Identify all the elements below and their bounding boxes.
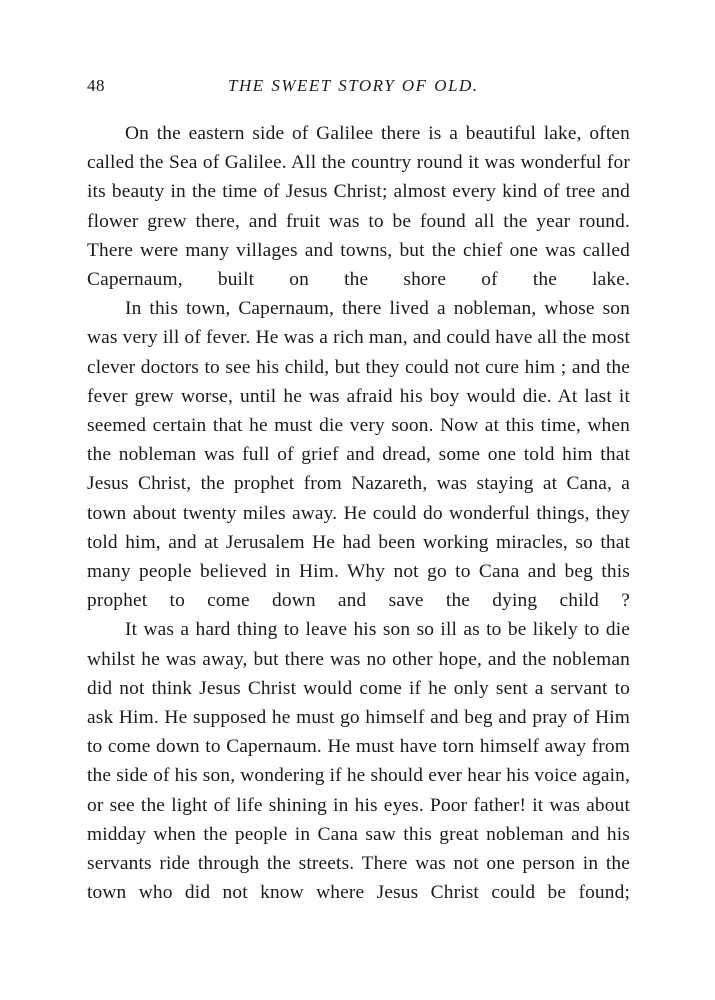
running-title: THE SWEET STORY OF OLD. [228,76,479,95]
page-number: 48 [87,76,105,95]
paragraph-2: In this town, Capernaum, there lived a nobleman, whose son was very ill of fever. He was a rich man, and could have all the most clever doctors to see his child, but they could not cure him ; and the fever grew worse, until he was afraid his boy would die. At last it seemed certain that he must die very soon. Now at this time, when the nobleman was full of grief and dread, some one told him that Jesus Christ, the prophet from Nazareth, was staying at Cana, a town about twenty miles away. He could do wonderful things, they told him, and at Jerusalem He had been working miracles, so that many people believed in Him. Why not go to Cana and beg this prophet to come down and save the dying child ? [87,298,630,612]
paragraph-3: It was a hard thing to leave his son so ill as to be likely to die whilst he was away, but there was no other hope, and the nobleman did not think Jesus Christ would come if he only sent a servant to ask Him. He supposed he must go himself and beg and pray of Him to come down to Capernaum. He must have torn himself away from the side of his son, wondering if he should ever hear his voice again, or see the light of life shining in his eyes. Poor father! it was about midday when the people in Cana saw this great nobleman and his servants ride through the streets. There was not one person in the town who did not know where Jesus Christ could be found; [87,619,630,904]
body-text [87,119,630,907]
paragraph-1: On the eastern side of Galilee there is a beautiful lake, often called the Sea of Galilee. All the country round it was wonderful for its beauty in the time of Jesus Christ; almost every kind of tree and flower grew there, and fruit was to be found all the year round. There were many villages and towns, but the chief one was called Capernaum, built on the shore of the lake. [87,123,630,291]
page-header [84,76,630,106]
